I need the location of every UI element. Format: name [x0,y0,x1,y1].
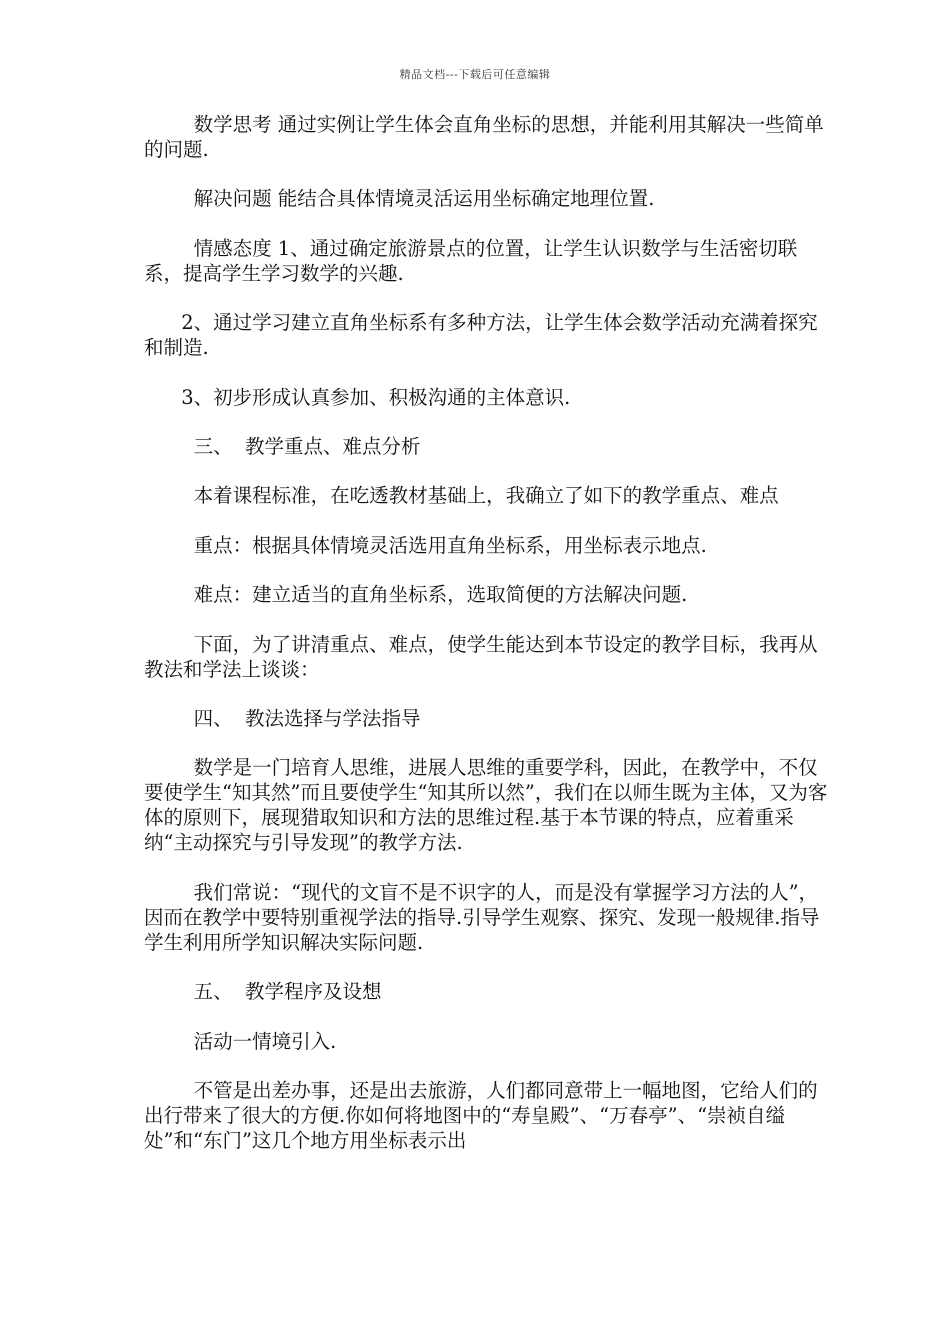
paragraph-learning-method: 我们常说：“现代的文盲不是不识字的人，而是没有掌握学习方法的人”，因而在教学中要特别重视学法的指导.引导学生观察、探究、发现一般规律.指导学生利用所学知识解决实际问题. [144,881,820,954]
paragraph-math-thinking: 数学思考 通过实例让学生体会直角坐标的思想，并能利用其解决一些简单的问题. [144,113,824,161]
paragraph-attitude-2: 2、通过学习建立直角坐标系有多种方法，让学生体会数学活动充满着探究和制造. [144,311,818,359]
section-heading-4: 四、 教法选择与学法指导 [144,707,421,730]
paragraph-attitude-3: 3、初步形成认真参加、积极沟通的主体意识. [144,386,571,409]
document-body [144,112,832,1153]
paragraph-map-scenario: 不管是出差办事，还是出去旅游，人们都同意带上一幅地图，它给人们的出行带来了很大的方便.你如何将地图中的“寿皇殿”、“万春亭”、“崇祯自缢处”和“东门”这几个地方用坐标表示出 [144,1079,818,1152]
paragraph-focus-intro: 本着课程标准，在吃透教材基础上，我确立了如下的教学重点、难点 [144,484,779,507]
paragraph-key-point: 重点：根据具体情境灵活选用直角坐标系，用坐标表示地点. [144,534,707,557]
paragraph-teaching-method: 数学是一门培育人思维，进展人思维的重要学科，因此，在教学中，不仅要使学生“知其然”而且要使学生“知其所以然”，我们在以师生既为主体，又为客体的原则下，展现猎取知识和方法的思维过程.基于本节课的特点，应着重采纳“主动探究与引导发现”的教学方法. [144,756,828,854]
section-heading-3: 三、 教学重点、难点分析 [144,435,421,458]
paragraph-difficulty: 难点：建立适当的直角坐标系，选取简便的方法解决问题. [144,583,688,606]
section-heading-5: 五、 教学程序及设想 [144,980,382,1003]
paragraph-transition: 下面，为了讲清重点、难点，使学生能达到本节设定的教学目标，我再从教法和学法上谈谈： [144,633,818,681]
paragraph-problem-solving: 解决问题 能结合具体情境灵活运用坐标确定地理位置. [144,187,655,210]
paragraph-activity-1: 活动一情境引入. [144,1030,337,1053]
page-header: 精品文档---下载后可任意编辑 [399,68,551,81]
paragraph-attitude-1: 情感态度 1、通过确定旅游景点的位置，让学生认识数学与生活密切联系，提高学生学习数学的兴趣. [144,237,798,285]
